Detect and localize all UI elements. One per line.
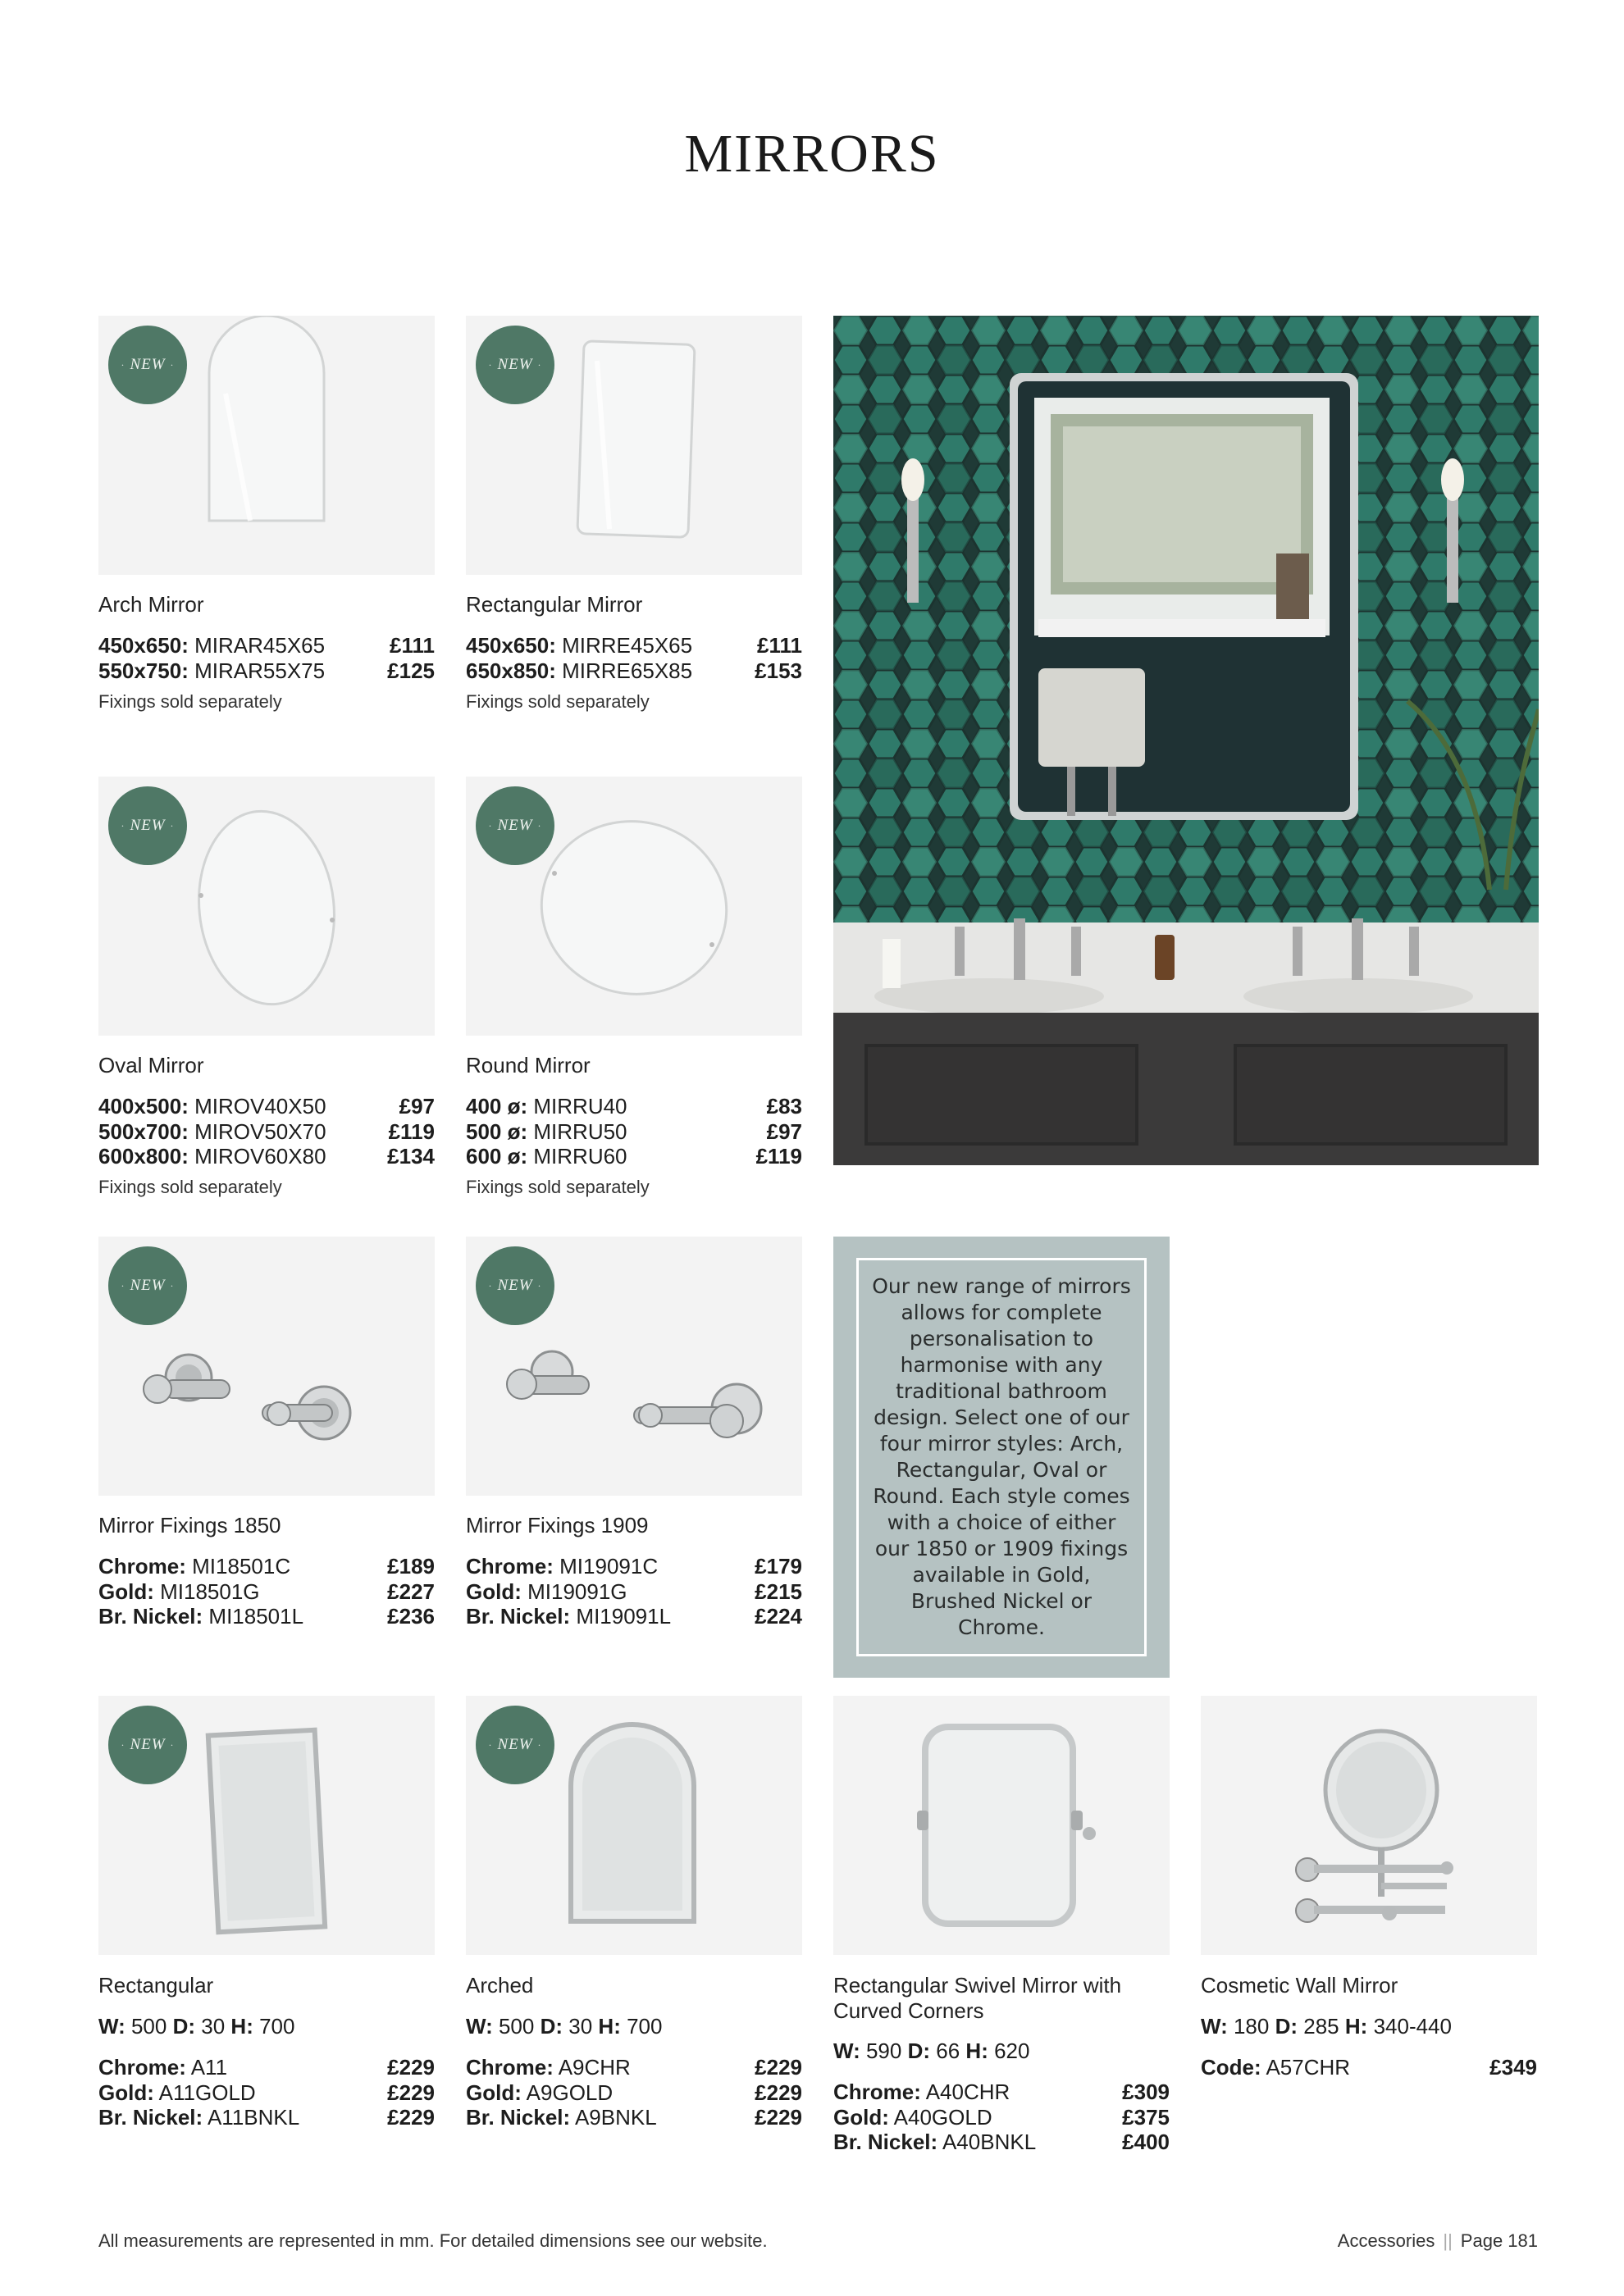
dimensions: W: 500 D: 30 H: 700	[466, 2014, 663, 2039]
product-name: Rectangular Mirror	[466, 592, 643, 617]
footer-section: Accessories	[1337, 2230, 1435, 2251]
footer-measurements-note: All measurements are represented in mm. For detailed dimensions see our website.	[98, 2230, 768, 2251]
price-row: Br. Nickel: A40BNKL £400	[833, 2130, 1170, 2154]
product-name: Mirror Fixings 1850	[98, 1513, 281, 1538]
rectangular-mirror-image	[466, 316, 802, 575]
price-list	[98, 1094, 435, 1169]
product-name: Rectangular	[98, 1973, 214, 1998]
dimensions: W: 500 D: 30 H: 700	[98, 2014, 295, 2039]
fixings-note: Fixings sold separately	[466, 691, 650, 712]
price-row: Gold: A40GOLD £375	[833, 2104, 1170, 2130]
fixings-note: Fixings sold separately	[98, 1177, 282, 1197]
product-name: Arch Mirror	[98, 592, 204, 617]
price-list	[98, 1554, 435, 1629]
price-row: 500 ø: MIRRU50 £97	[466, 1118, 802, 1144]
price-row: Chrome: MI19091C £179	[466, 1554, 802, 1578]
price-row: Br. Nickel: A9BNKL £229	[466, 2105, 802, 2130]
price-row: Br. Nickel: A11BNKL £229	[98, 2105, 435, 2130]
price-row: 600x800: MIROV60X80 £134	[98, 1144, 435, 1168]
price-row: Gold: A9GOLD £229	[466, 2080, 802, 2105]
new-badge: · NEW ·	[476, 786, 554, 865]
round-mirror-image	[466, 777, 802, 1036]
price-row: 550x750: MIRAR55X75 £125	[98, 658, 435, 683]
price-row: Br. Nickel: MI18501L £236	[98, 1604, 435, 1629]
price-list	[466, 2055, 802, 2130]
new-badge: · NEW ·	[108, 1706, 187, 1784]
product-name: Arched	[466, 1973, 534, 1998]
price-row: Chrome: A9CHR £229	[466, 2055, 802, 2080]
price-row: 400 ø: MIRRU40 £83	[466, 1094, 802, 1118]
cosmetic-mirror-icon	[1201, 1696, 1537, 1955]
price-list	[98, 633, 435, 683]
price-row: Chrome: MI18501C £189	[98, 1554, 435, 1578]
price-row: Gold: A11GOLD £229	[98, 2080, 435, 2105]
oval-mirror-image	[98, 777, 435, 1036]
price-list	[1201, 2055, 1537, 2080]
new-badge: · NEW ·	[108, 1246, 187, 1325]
price-row: Chrome: A11 £229	[98, 2055, 435, 2080]
price-row: 600 ø: MIRRU60 £119	[466, 1144, 802, 1168]
new-badge: · NEW ·	[108, 786, 187, 865]
new-badge: · NEW ·	[108, 326, 187, 404]
price-row: 650x850: MIRRE65X85 £153	[466, 658, 802, 683]
price-row: 500x700: MIROV50X70 £119	[98, 1118, 435, 1144]
price-row: 450x650: MIRRE45X65 £111	[466, 633, 802, 658]
fixings-note: Fixings sold separately	[466, 1177, 650, 1197]
arch-mirror-image	[98, 316, 435, 575]
price-list	[466, 633, 802, 683]
info-text: Our new range of mirrors allows for complete personalisation to harmonise with any traditional bathroom design. Select one of our four mirror styles: Arch, Rectangular, Oval or Round. Each style comes with a choice of either our 1850 or 1909 fixings available in Gold, Brushed Nickel or Chrome.	[872, 1274, 1131, 1639]
product-name: Mirror Fixings 1909	[466, 1513, 649, 1538]
fixings-note: Fixings sold separately	[98, 691, 282, 712]
price-row: Code: A57CHR £349	[1201, 2055, 1537, 2080]
rectangular-image	[98, 1696, 435, 1955]
price-row: 400x500: MIROV40X50 £97	[98, 1094, 435, 1118]
new-badge: · NEW ·	[476, 1246, 554, 1325]
mirror-fixings-1909-image	[466, 1237, 802, 1496]
swivel-mirror-icon	[833, 1696, 1170, 1955]
dimensions: W: 590 D: 66 H: 620	[833, 2039, 1030, 2063]
dimensions: W: 180 D: 285 H: 340-440	[1201, 2014, 1452, 2039]
footer-page-info	[1338, 2230, 1538, 2252]
info-box-frame	[856, 1258, 1147, 1656]
price-list	[98, 2055, 435, 2130]
price-row: Gold: MI19091G £215	[466, 1578, 802, 1604]
bathroom-lifestyle-photo	[833, 316, 1539, 1165]
new-badge: · NEW ·	[476, 326, 554, 404]
product-name: Oval Mirror	[98, 1053, 204, 1077]
product-name: Cosmetic Wall Mirror	[1201, 1973, 1398, 1998]
cosmetic-mirror-image	[1201, 1696, 1537, 1955]
product-name: Rectangular Swivel Mirror with Curved Corners	[833, 1973, 1122, 2023]
price-row: 450x650: MIRAR45X65 £111	[98, 633, 435, 658]
price-list	[833, 2080, 1170, 2155]
footer-page-number: Page 181	[1460, 2230, 1538, 2251]
price-row: Br. Nickel: MI19091L £224	[466, 1604, 802, 1629]
bathroom-scene-image	[833, 316, 1539, 1165]
price-list	[466, 1094, 802, 1169]
mirror-fixings-1850-image	[98, 1237, 435, 1496]
swivel-mirror-image	[833, 1696, 1170, 1955]
price-row: Chrome: A40CHR £309	[833, 2080, 1170, 2104]
arched-image	[466, 1696, 802, 1955]
price-list	[466, 1554, 802, 1629]
product-name: Round Mirror	[466, 1053, 591, 1077]
footer-separator: ||	[1443, 2230, 1453, 2251]
new-badge: · NEW ·	[476, 1706, 554, 1784]
page-title: MIRRORS	[684, 124, 940, 184]
info-box	[833, 1237, 1170, 1678]
price-row: Gold: MI18501G £227	[98, 1578, 435, 1604]
